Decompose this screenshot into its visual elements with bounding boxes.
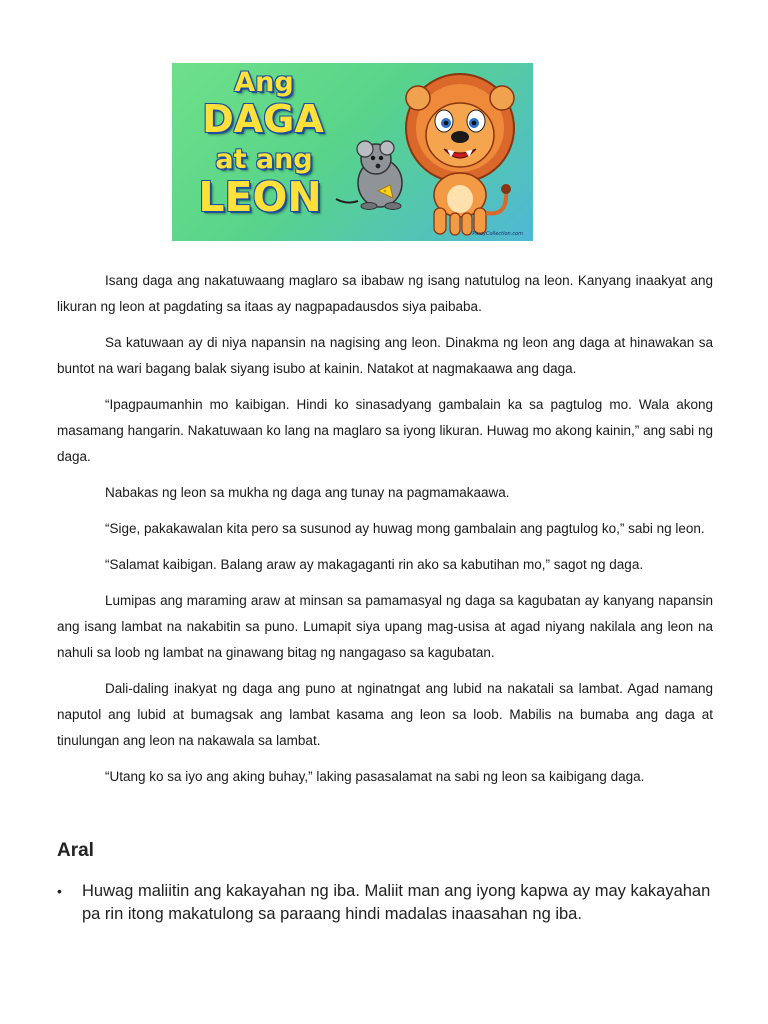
- lion-icon: [406, 74, 514, 235]
- story-paragraph: Isang daga ang nakatuwaang maglaro sa ibabaw ng isang natutulog na leon. Kanyang inaakyat ang likuran ng leon at pagdating sa itaas ay nagpapadausdos siya paibaba.: [57, 273, 713, 314]
- aral-heading: Aral: [57, 840, 94, 861]
- story-paragraph: “Salamat kaibigan. Balang araw ay makagaganti rin ako sa kabutihan mo,” sagot ng daga.: [105, 557, 644, 572]
- banner-title-leon: LEON: [198, 173, 322, 221]
- banner-title: [172, 67, 342, 221]
- bullet-icon: •: [57, 883, 62, 899]
- mouse-icon: [336, 141, 402, 210]
- story-body: [57, 268, 713, 800]
- banner-title-ang: Ang: [234, 67, 294, 98]
- story-paragraph: Nabakas ng leon sa mukha ng daga ang tunay na pagmamakaawa.: [105, 485, 510, 500]
- story-paragraph: Lumipas ang maraming araw at minsan sa pamamasyal ng daga sa kagubatan ay kanyang napansin ang isang lambat na nakabitin sa puno. Lumapit siya upang mag-usisa at agad niyang nakilala ang leon na nahuli sa loob ng lambat na ginawang bitag ng nangagaso sa kagubatan.: [57, 593, 713, 660]
- story-banner-image: [172, 63, 533, 241]
- story-paragraph: Sa katuwaan ay di niya napansin na nagising ang leon. Dinakma ng leon ang daga at hinawakan sa buntot na wari bagang balak siyang isubo at kainin. Natakot at nagmakaawa ang daga.: [57, 335, 713, 376]
- banner-title-daga: DAGA: [202, 97, 324, 141]
- banner-watermark: PinoyCollection.com: [472, 231, 523, 237]
- banner-title-at-ang: at ang: [215, 144, 313, 175]
- lesson-list-item: [57, 880, 717, 926]
- story-paragraph: “Sige, pakakawalan kita pero sa susunod ay huwag mong gambalain ang pagtulog ko,” sabi ng leon.: [105, 521, 705, 536]
- story-paragraph: Dali-daling inakyat ng daga ang puno at nginatngat ang lubid na nakatali sa lambat. Agad namang naputol ang lubid at bumagsak ang lambat kasama ang leon sa loob. Mabilis na bumaba ang daga at tinulungan ang leon na nakawala sa lambat.: [57, 681, 713, 748]
- lesson-text: Huwag maliitin ang kakayahan ng iba. Maliit man ang iyong kapwa ay may kakayahan pa rin itong makatulong sa paraang hindi madalas inaasahan ng iba.: [82, 882, 711, 923]
- story-paragraph: “Utang ko sa iyo ang aking buhay,” laking pasasalamat na sabi ng leon sa kaibigang daga.: [105, 769, 645, 784]
- story-paragraph: “Ipagpaumanhin mo kaibigan. Hindi ko sinasadyang gambalain ka sa pagtulog mo. Wala akong masamang hangarin. Nakatuwaan ko lang na maglaro sa iyong likuran. Huwag mo akong kainin,” ang sabi ng daga.: [57, 397, 713, 464]
